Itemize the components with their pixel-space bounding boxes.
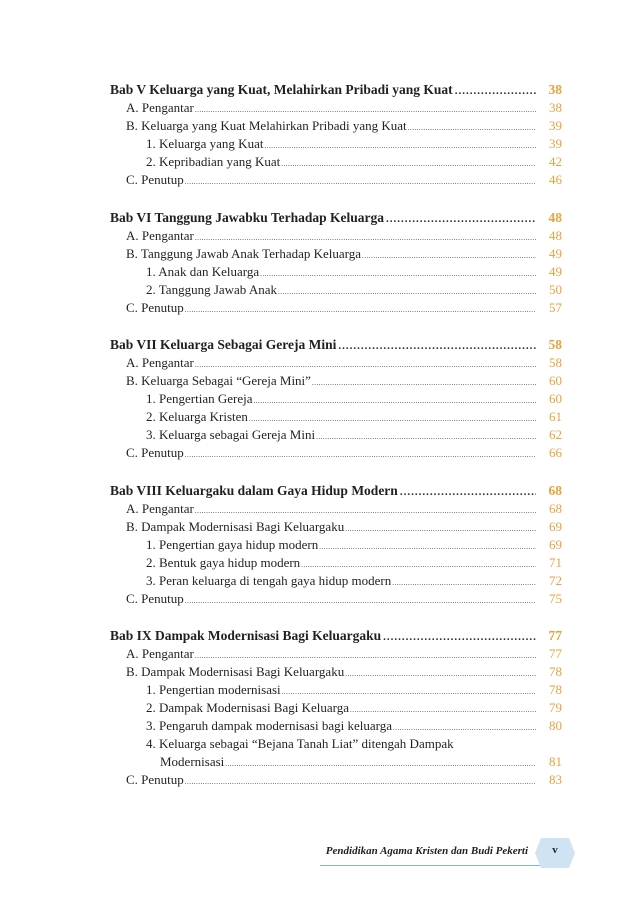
entry-page-number: 72 [549,572,562,588]
toc-entry[interactable] [110,681,562,699]
dot-leader [408,119,536,137]
entry-label: C. Penutup [126,172,184,187]
toc-entry[interactable] [110,426,562,444]
entry-page-number: 77 [549,646,562,661]
toc-entry[interactable] [110,590,562,608]
entry-page-number: 49 [549,245,562,261]
toc-entry[interactable] [110,263,562,281]
dot-leader [392,574,536,592]
entry-label: 1. Pengertian modernisasi [146,682,281,697]
entry-label: 2. Tanggung Jawab Anak [146,281,277,297]
entry-page-number: 58 [549,355,562,370]
toc-chapter-heading[interactable] [110,336,562,354]
footer-book-title: Pendidikan Agama Kristen dan Budi Pekerti [325,845,528,857]
dot-leader [260,265,536,283]
table-of-contents [110,81,562,809]
dot-leader [455,82,536,100]
entry-page-number: 78 [549,682,562,697]
dot-leader [185,446,536,464]
toc-entry[interactable] [110,227,562,245]
entry-page-number: 66 [549,445,562,460]
toc-chapter [110,482,562,608]
entry-page-number: 50 [549,281,562,297]
dot-leader [362,247,536,265]
toc-entry[interactable] [110,735,562,753]
toc-entry[interactable] [110,408,562,426]
chapter-page-number: 77 [548,628,562,643]
dot-leader [386,210,536,228]
dot-leader [319,538,536,556]
entry-page-number: 68 [549,500,562,516]
toc-entry[interactable] [110,536,562,554]
toc-entry[interactable] [110,444,562,462]
dot-leader [225,755,536,773]
dot-leader [185,773,536,791]
entry-label: 1. Pengertian Gereja [146,391,253,406]
toc-chapter [110,336,562,462]
entry-page-number: 57 [549,299,562,315]
entry-label: 2. Kepribadian yang Kuat [146,154,281,169]
entry-label: A. Pengantar [126,227,194,243]
toc-entry[interactable] [110,699,562,717]
entry-label: C. Penutup [126,590,184,606]
entry-page-number: 69 [549,536,562,552]
toc-entry[interactable] [110,153,562,171]
entry-label: A. Pengantar [126,355,194,370]
dot-leader [185,301,536,319]
toc-entry[interactable] [110,771,562,789]
toc-chapter [110,81,562,189]
entry-page-number: 42 [549,154,562,169]
toc-entry[interactable] [110,117,562,135]
chapter-title: Bab VI Tanggung Jawabku Terhadap Keluarga [110,209,384,225]
page-number-badge [535,838,575,868]
entry-page-number: 38 [549,100,562,115]
entry-label: B. Keluarga Sebagai “Gereja Mini” [126,373,311,388]
dot-leader [312,374,536,392]
entry-page-number: 81 [549,754,562,769]
dot-leader [264,137,536,155]
entry-page-number: 46 [549,172,562,187]
toc-chapter [110,209,562,317]
toc-chapter [110,627,562,789]
entry-label: C. Penutup [126,445,184,460]
entry-page-number: 79 [549,700,562,715]
dot-leader [278,283,536,301]
page-number: v [552,844,558,856]
entry-page-number: 49 [549,263,562,279]
toc-entry[interactable] [110,554,562,572]
toc-entry[interactable] [110,171,562,189]
toc-entry[interactable] [110,518,562,536]
entry-page-number: 69 [549,518,562,534]
entry-label: B. Keluarga yang Kuat Melahirkan Pribadi yang Kuat [126,118,407,133]
entry-label: 2. Dampak Modernisasi Bagi Keluarga [146,700,350,715]
toc-entry[interactable] [110,372,562,390]
chapter-title: Bab IX Dampak Modernisasi Bagi Keluargaku [110,628,382,643]
chapter-title: Bab VIII Keluargaku dalam Gaya Hidup Modern [110,482,398,498]
entry-label: B. Dampak Modernisasi Bagi Keluargaku [126,518,345,534]
toc-entry[interactable] [110,717,562,735]
entry-label: C. Penutup [126,772,184,787]
entry-label: 3. Keluarga sebagai Gereja Mini [146,427,316,442]
chapter-title: Bab V Keluarga yang Kuat, Melahirkan Pribadi yang Kuat [110,82,453,97]
chapter-page-number: 68 [548,482,562,498]
dot-leader [185,173,536,191]
toc-chapter-heading[interactable] [110,209,562,227]
dot-leader [345,665,536,683]
toc-entry[interactable] [110,390,562,408]
dot-leader [400,483,536,501]
toc-entry[interactable] [110,281,562,299]
entry-page-number: 78 [549,664,562,679]
toc-entry[interactable] [110,645,562,663]
dot-leader [338,337,536,355]
entry-label: 4. Keluarga sebagai “Bejana Tanah Liat” ditengah Dampak [146,736,454,751]
entry-page-number: 61 [549,409,562,424]
dot-leader [253,392,536,410]
entry-label: C. Penutup [126,299,184,315]
entry-label: 3. Peran keluarga di tengah gaya hidup modern [146,572,392,588]
toc-entry[interactable] [110,299,562,317]
entry-label: A. Pengantar [126,646,194,661]
toc-chapter-heading[interactable] [110,482,562,500]
dot-leader [345,520,536,538]
toc-entry[interactable] [110,99,562,117]
entry-page-number: 48 [549,227,562,243]
toc-entry[interactable] [110,500,562,518]
toc-entry[interactable] [110,572,562,590]
entry-page-number: 71 [549,554,562,570]
dot-leader [185,592,536,610]
chapter-page-number: 48 [548,209,562,225]
chapter-page-number: 38 [548,82,562,97]
chapter-page-number: 58 [548,337,562,352]
entry-page-number: 60 [549,373,562,388]
entry-label: 1. Anak dan Keluarga [146,263,260,279]
entry-page-number: 39 [549,136,562,151]
entry-label: Modernisasi [160,754,225,769]
toc-entry[interactable] [110,753,562,771]
toc-entry[interactable] [110,135,562,153]
entry-label: A. Pengantar [126,100,194,115]
toc-chapter-heading[interactable] [110,81,562,99]
entry-label: 2. Keluarga Kristen [146,409,248,424]
toc-chapter-heading[interactable] [110,627,562,645]
dot-leader [383,628,536,646]
entry-label: 1. Keluarga yang Kuat [146,136,264,151]
entry-page-number: 62 [549,427,562,442]
entry-page-number: 80 [549,718,562,733]
entry-label: 2. Bentuk gaya hidup modern [146,554,301,570]
chapter-title: Bab VII Keluarga Sebagai Gereja Mini [110,337,337,352]
toc-entry[interactable] [110,354,562,372]
entry-label: B. Dampak Modernisasi Bagi Keluargaku [126,664,345,679]
entry-label: A. Pengantar [126,500,194,516]
entry-page-number: 83 [549,772,562,787]
dot-leader [316,428,536,446]
entry-page-number: 39 [549,118,562,133]
entry-label: 1. Pengertian gaya hidup modern [146,536,319,552]
page-footer [310,833,575,873]
toc-entry[interactable] [110,245,562,263]
entry-page-number: 75 [549,590,562,606]
toc-entry[interactable] [110,663,562,681]
entry-label: B. Tanggung Jawab Anak Terhadap Keluarga [126,245,362,261]
dot-leader [281,155,536,173]
entry-label: 3. Pengaruh dampak modernisasi bagi keluarga [146,718,392,733]
entry-page-number: 60 [549,391,562,406]
footer-rule [320,865,545,866]
